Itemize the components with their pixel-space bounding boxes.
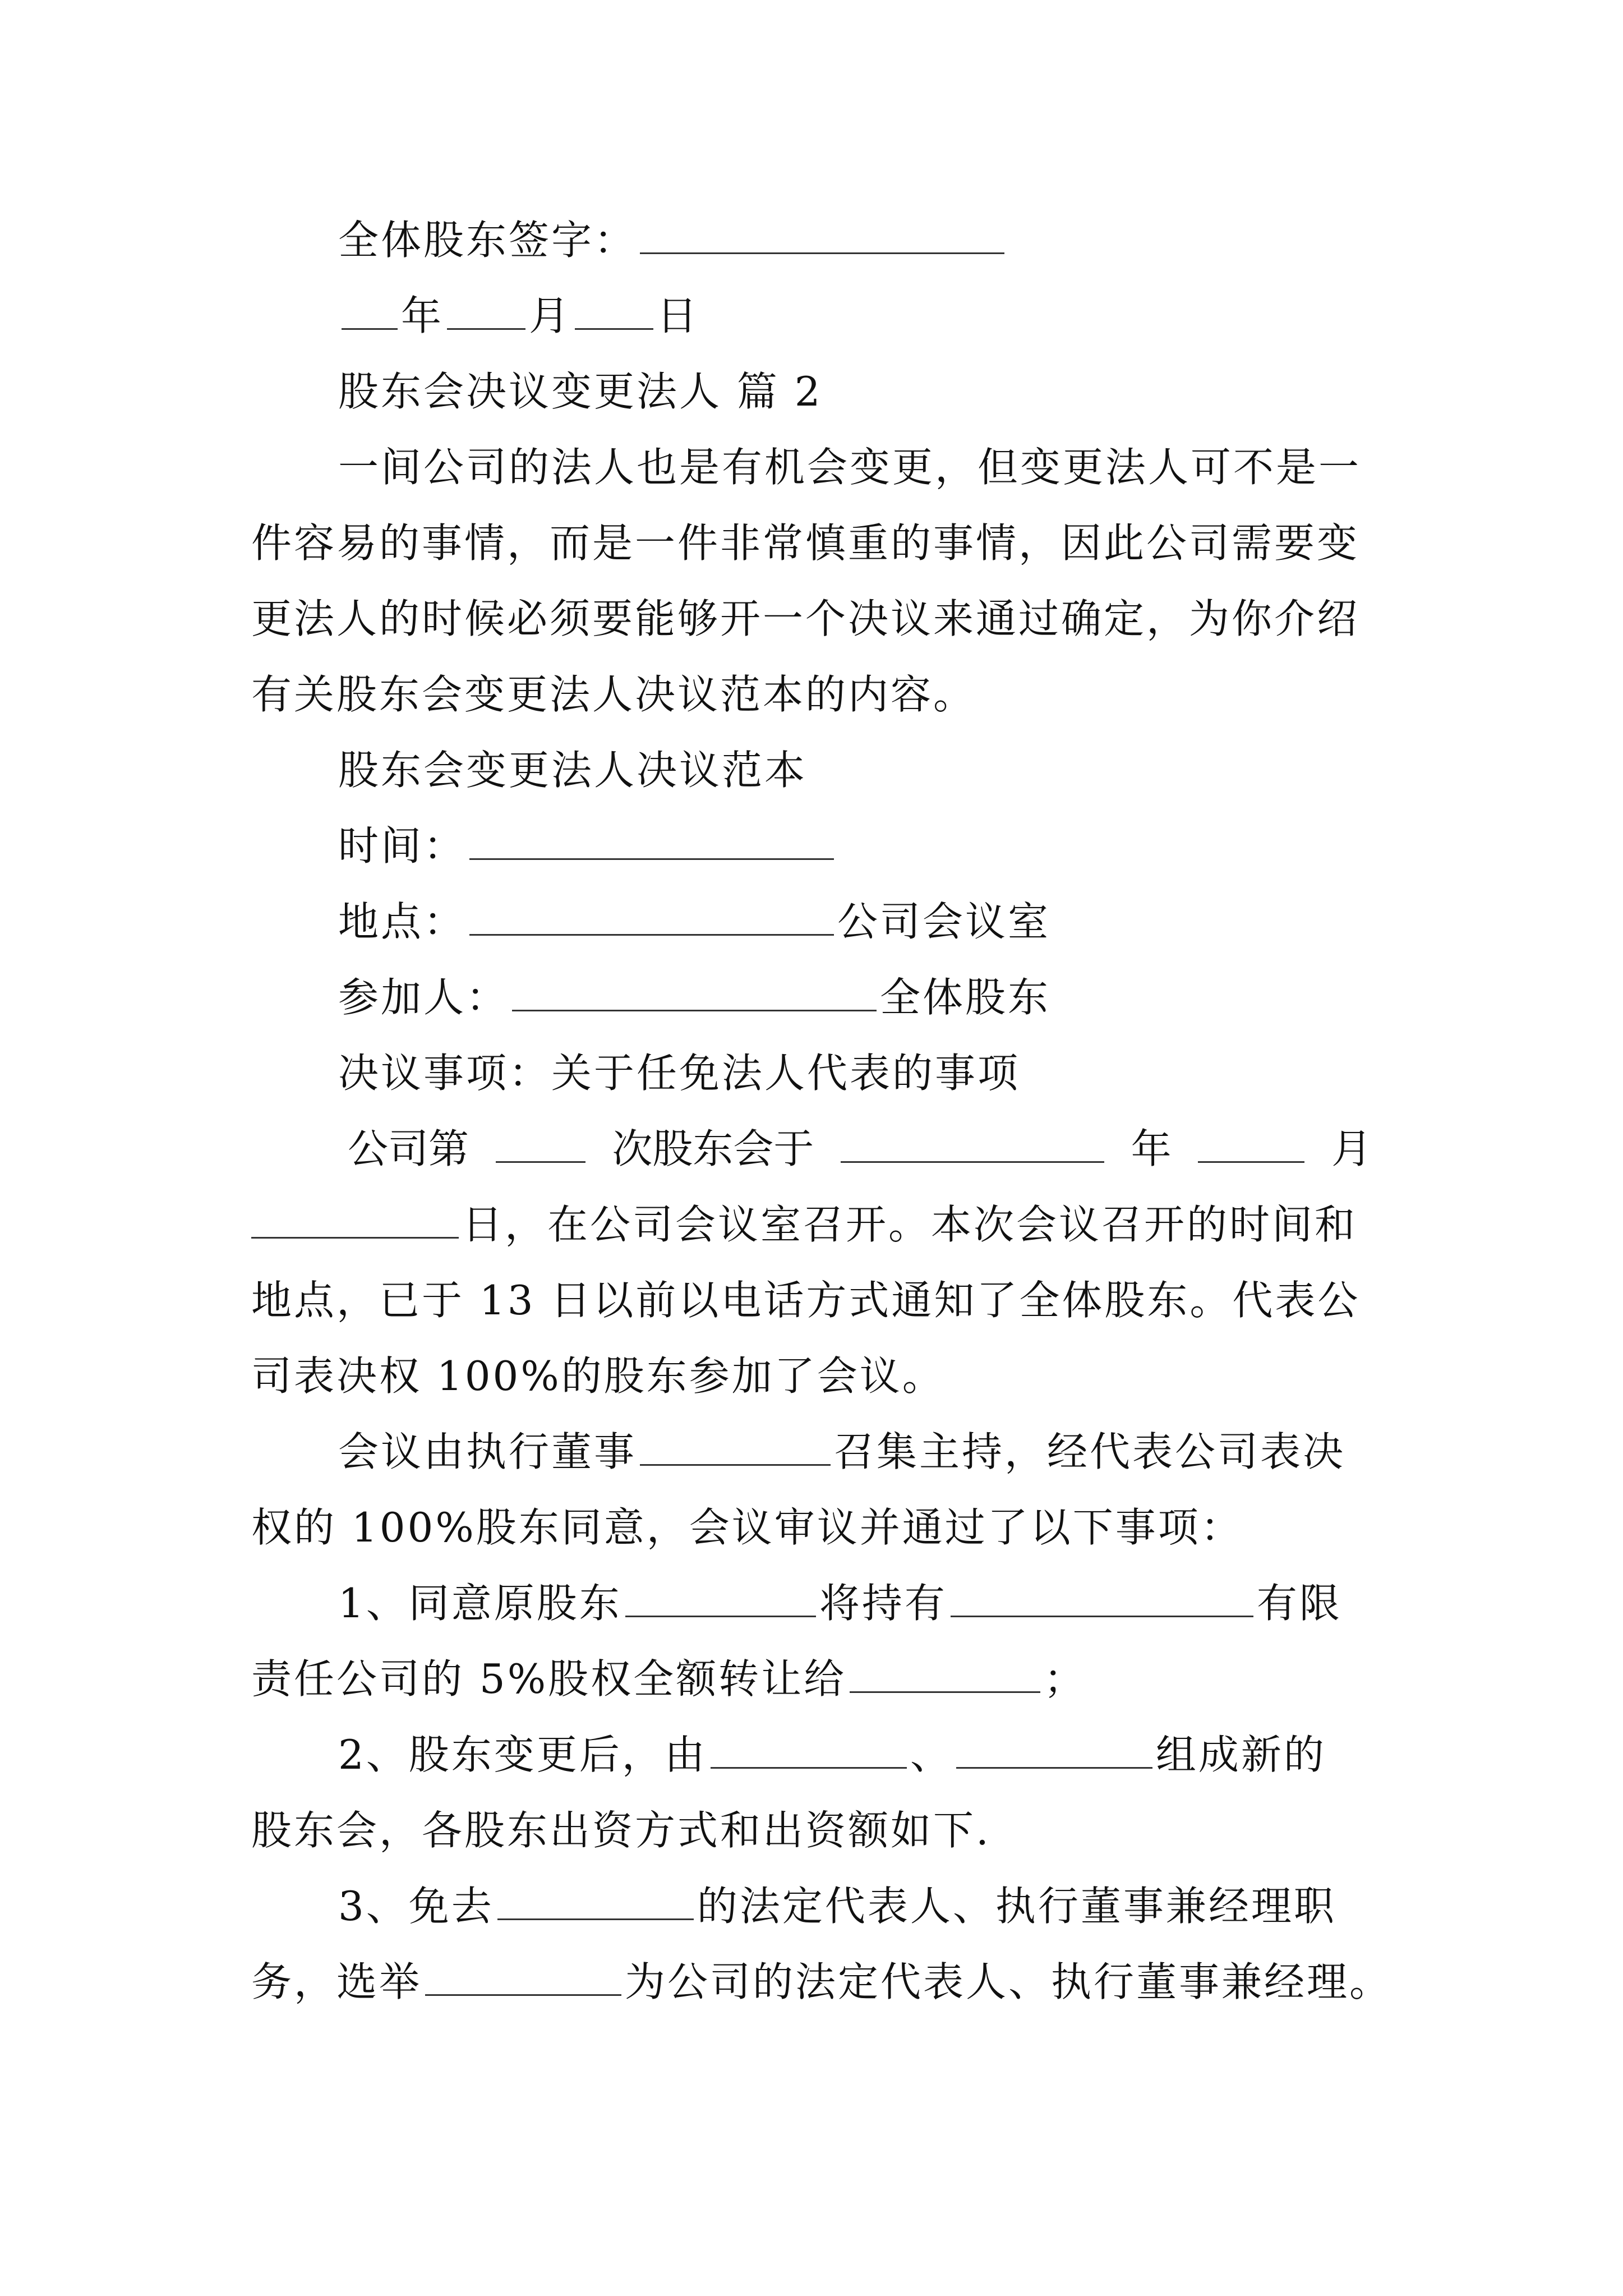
place-blank <box>469 895 834 936</box>
intro-line-4: 有关股东会变更法人决议范本的内容。 <box>251 671 976 718</box>
item-2-line-1 <box>338 1728 1326 1782</box>
item2-text-a: 2、股东变更后，由 <box>338 1731 707 1778</box>
item1-text-b: 将持有 <box>819 1580 947 1627</box>
p1-text-d: 月 <box>1331 1125 1372 1172</box>
attendees-line <box>338 970 1050 1024</box>
p1-line2-text: 日，在公司会议室召开。本次会议召开的时间和 <box>462 1201 1358 1248</box>
p1-text-a: 公司第 <box>348 1125 469 1172</box>
day-label: 日 <box>657 292 700 339</box>
meeting-day-blank <box>251 1198 459 1239</box>
attendees-value: 全体股东 <box>880 974 1051 1021</box>
day-blank <box>575 289 653 330</box>
company-name-blank <box>951 1576 1253 1617</box>
removed-person-blank <box>497 1879 694 1920</box>
place-value: 公司会议室 <box>837 898 1051 945</box>
attendees-blank <box>512 970 877 1011</box>
p2-text-a: 会议由执行董事 <box>338 1428 637 1475</box>
original-shareholder-blank <box>625 1576 816 1617</box>
elected-person-blank <box>425 1955 621 1996</box>
item1-text-c: 有限 <box>1256 1580 1342 1627</box>
signature-line <box>338 213 1008 267</box>
p2-text-b: 召集主持，经代表公司表决 <box>834 1428 1346 1475</box>
time-line <box>338 819 837 873</box>
item-2-line-2: 股东会，各股东出资方式和出资额如下. <box>251 1807 991 1854</box>
template-title: 股东会变更法人决议范本 <box>338 747 808 794</box>
item-1-line-2 <box>251 1652 1086 1706</box>
item3-text-a: 3、免去 <box>338 1883 494 1930</box>
matter-line: 决议事项：关于任免法人代表的事项 <box>338 1050 1021 1097</box>
item1-text-a: 1、同意原股东 <box>338 1580 622 1627</box>
transferee-blank <box>850 1652 1040 1693</box>
month-label: 月 <box>529 292 572 339</box>
year-label: 年 <box>401 292 444 339</box>
meeting-year-blank <box>841 1122 1104 1163</box>
place-line <box>338 895 1050 949</box>
signature-blank <box>640 213 1004 254</box>
intro-line-3: 更法人的时候必须要能够开一个决议来通过确定，为你介绍 <box>251 595 1360 642</box>
date-line <box>338 289 699 343</box>
year-blank <box>342 289 398 330</box>
intro-line-2: 件容易的事情，而是一件非常慎重的事情，因此公司需要变 <box>251 519 1360 567</box>
item3-line2-text-b: 为公司的法定代表人、执行董事兼经理。 <box>625 1958 1393 2005</box>
p1-text-c: 年 <box>1131 1125 1172 1172</box>
item1-line2-text-a: 责任公司的 5%股权全额转让给 <box>251 1655 847 1703</box>
director-blank <box>640 1425 831 1466</box>
intro-line-1: 一间公司的法人也是有机会变更，但变更法人可不是一 <box>338 444 1362 491</box>
p1-text-b: 次股东会于 <box>612 1125 814 1172</box>
new-shareholder-1-blank <box>711 1728 907 1769</box>
time-blank <box>469 819 834 860</box>
item-1-line-1 <box>338 1576 1342 1630</box>
item3-text-b: 的法定代表人、执行董事兼经理职 <box>697 1883 1336 1930</box>
paragraph-1-line-2 <box>251 1198 1357 1251</box>
section-title: 股东会决议变更法人 篇 2 <box>338 368 823 415</box>
attendees-label: 参加人： <box>338 974 509 1021</box>
item3-line2-text-a: 务，选举 <box>251 1958 422 2005</box>
item-3-line-1 <box>338 1879 1336 1933</box>
item-3-line-2 <box>251 1955 1392 2009</box>
month-blank <box>447 289 525 330</box>
signature-label: 全体股东签字： <box>338 217 637 264</box>
paragraph-1-line-3: 地点，已于 13 日以前以电话方式通知了全体股东。代表公 <box>251 1277 1361 1324</box>
time-label: 时间： <box>338 822 467 869</box>
new-shareholder-2-blank <box>956 1728 1152 1769</box>
item2-text-c: 组成新的 <box>1155 1731 1326 1778</box>
paragraph-1-line-4: 司表决权 100%的股东参加了会议。 <box>251 1352 945 1400</box>
place-label: 地点： <box>338 898 467 945</box>
meeting-month-blank <box>1198 1122 1304 1163</box>
session-number-blank <box>496 1122 585 1163</box>
paragraph-2-line-2: 权的 100%股东同意，会议审议并通过了以下事项： <box>251 1504 1243 1551</box>
paragraph-1-line-1 <box>348 1122 1372 1176</box>
paragraph-2-line-1 <box>338 1425 1345 1479</box>
item2-text-b: 、 <box>910 1731 953 1778</box>
item1-line2-text-b: ； <box>1044 1655 1087 1703</box>
